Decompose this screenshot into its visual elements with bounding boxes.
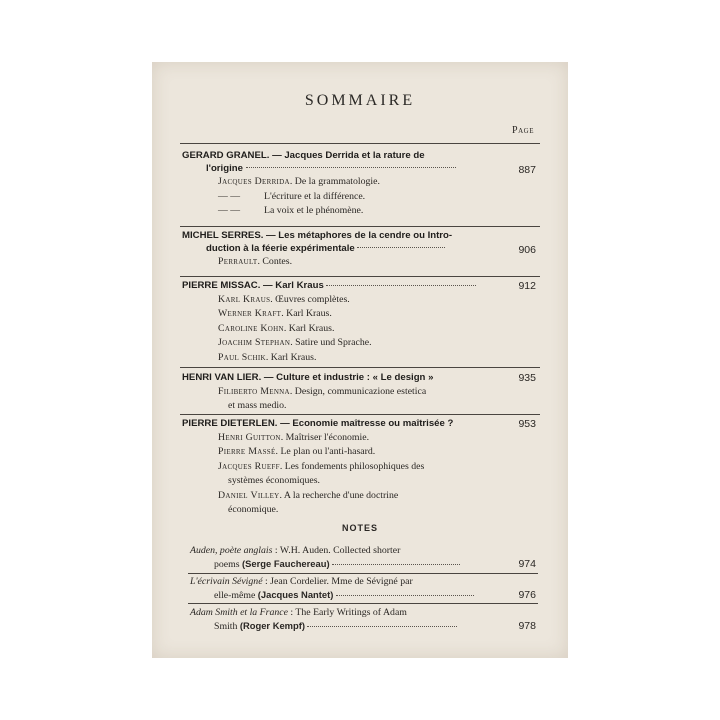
sub-entry: Paul Schik. Karl Kraus. bbox=[218, 351, 317, 363]
sub-entry: Jacques Derrida. De la grammatologie. bbox=[218, 176, 380, 187]
rule bbox=[188, 573, 538, 574]
entry-heading: PIERRE DIETERLEN. — Economie maîtresse ou maîtrisée ? bbox=[182, 418, 454, 429]
entry-granel bbox=[182, 150, 536, 219]
entry-heading: MICHEL SERRES. — Les métaphores de la cendre ou Intro- duction à la féerie expérimentale bbox=[182, 230, 453, 254]
note-item: Auden, poète anglais : W.H. Auden. Collected shorter poems (Serge Fauchereau) 974 bbox=[190, 545, 536, 570]
entry-serres bbox=[182, 230, 536, 270]
sub-entry-continuation: et mass medio. bbox=[228, 400, 287, 412]
page-number: 906 bbox=[518, 244, 536, 256]
document-page bbox=[152, 62, 568, 658]
rule bbox=[180, 226, 540, 227]
rule bbox=[180, 414, 540, 415]
sub-entry: Jacques Rueff. Les fondements philosophiques des bbox=[218, 460, 425, 472]
rule bbox=[180, 276, 540, 277]
sub-entry: Karl Kraus. Œuvres complètes. bbox=[218, 293, 350, 305]
page-number: 953 bbox=[518, 418, 536, 430]
page-number: 887 bbox=[518, 164, 536, 176]
page-number: 976 bbox=[518, 589, 536, 601]
sub-entry-continuation: économique. bbox=[228, 504, 279, 516]
notes-heading: NOTES bbox=[341, 523, 378, 533]
sub-entry: — — L'écriture et la différence. bbox=[218, 190, 366, 202]
page-number: 978 bbox=[518, 620, 536, 632]
note-item: L'écrivain Sévigné : Jean Cordelier. Mme de Sévigné par elle-même (Jacques Nantet) 976 bbox=[190, 576, 536, 601]
page-number: 912 bbox=[518, 280, 536, 292]
entry-van-lier bbox=[182, 372, 536, 414]
sub-entry: Daniel Villey. A la recherche d'une doctrine bbox=[218, 489, 399, 501]
entry-missac bbox=[182, 280, 536, 365]
page-title: SOMMAIRE bbox=[304, 92, 416, 109]
sub-entry: Joachim Stephan. Satire und Sprache. bbox=[218, 337, 372, 349]
sub-entry: Pierre Massé. Le plan ou l'anti-hasard. bbox=[218, 446, 376, 458]
sub-entry: Werner Kraft. Karl Kraus. bbox=[218, 308, 332, 320]
rule bbox=[180, 367, 540, 368]
rule bbox=[188, 603, 538, 604]
sub-entry: Filiberto Menna. Design, communicazione estetica bbox=[218, 385, 427, 397]
sub-entry: — — La voix et le phénomène. bbox=[218, 205, 364, 217]
page-number: 974 bbox=[518, 558, 536, 570]
page-column-label: Page bbox=[512, 125, 534, 136]
rule-top bbox=[180, 143, 540, 144]
entry-heading: HENRI VAN LIER. — Culture et industrie : « Le design » bbox=[182, 372, 434, 383]
entry-heading: PIERRE MISSAC. — Karl Kraus bbox=[182, 280, 536, 293]
entry-heading: GERARD GRANEL. — Jacques Derrida et la rature de l'origine bbox=[182, 150, 536, 175]
sub-entry-continuation: systèmes économiques. bbox=[228, 475, 320, 487]
sub-entry: Perrault. Contes. bbox=[218, 256, 293, 267]
sub-entry: Henri Guitton. Maîtriser l'économie. bbox=[218, 431, 370, 443]
page-number: 935 bbox=[518, 372, 536, 384]
sub-entry: Caroline Kohn. Karl Kraus. bbox=[218, 322, 335, 334]
entry-dieterlen bbox=[182, 418, 536, 518]
note-item: Adam Smith et la France : The Early Writings of Adam Smith (Roger Kempf) 978 bbox=[190, 607, 536, 632]
